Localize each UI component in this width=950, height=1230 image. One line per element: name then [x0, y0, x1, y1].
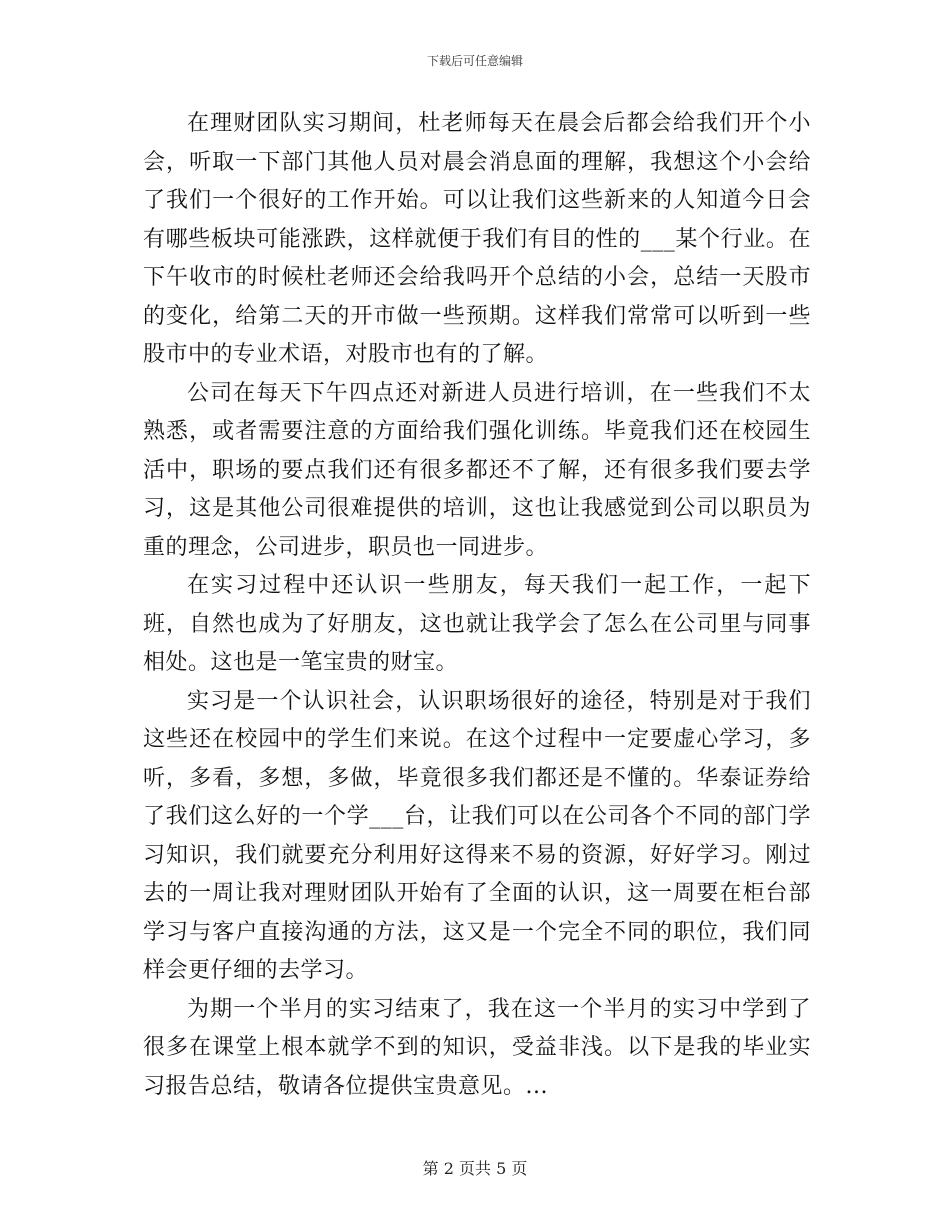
paragraph-1: 在理财团队实习期间，杜老师每天在晨会后都会给我们开个小会，听取一下部门其他人员对晨会消息面的理解，我想这个小会给了我们一个很好的工作开始。可以让我们这些新来的人知道今日会有哪些板块可能涨跌，这样就便于我们有目的性的___某个行业。在下午收市的时候杜老师还会给我吗开个总结的小会，总结一天股市的变化，给第二天的开市做一些预期。这样我们常常可以听到一些股市中的专业术语，对股市也有的了解。 — [143, 111, 811, 367]
paragraph-3: 在实习过程中还认识一些朋友，每天我们一起工作，一起下班，自然也成为了好朋友，这也就让我学会了怎么在公司里与同事相处。这也是一笔宝贵的财宝。 — [143, 573, 811, 675]
paragraph-4: 实习是一个认识社会，认识职场很好的途径，特别是对于我们这些还在校园中的学生们来说。在这个过程中一定要虚心学习，多听，多看，多想，多做，毕竟很多我们都还是不懂的。华泰证券给了我们这么好的一个学___台，让我们可以在公司各个不同的部门学习知识，我们就要充分利用好这得来不易的资源，好好学习。刚过去的一周让我对理财团队开始有了全面的认识，这一周要在柜台部学习与客户直接沟通的方法，这又是一个完全不同的职位，我们同样会更仔细的去学习。 — [143, 688, 811, 983]
paragraph-5: 为期一个半月的实习结束了，我在这一个半月的实习中学到了很多在课堂上根本就学不到的知识，受益非浅。以下是我的毕业实习报告总结，敬请各位提供宝贵意见。... — [143, 996, 811, 1099]
page-footer: 第 2 页共 5 页 — [422, 1159, 528, 1178]
document-body — [143, 105, 811, 1106]
paragraph-2: 公司在每天下午四点还对新进人员进行培训，在一些我们不太熟悉，或者需要注意的方面给我们强化训练。毕竟我们还在校园生活中，职场的要点我们还有很多都还不了解，还有很多我们要去学习，这是其他公司很难提供的培训，这也让我感觉到公司以职员为重的理念，公司进步，职员也一同进步。 — [143, 380, 811, 560]
page-header: 下载后可任意编辑 — [426, 54, 523, 68]
